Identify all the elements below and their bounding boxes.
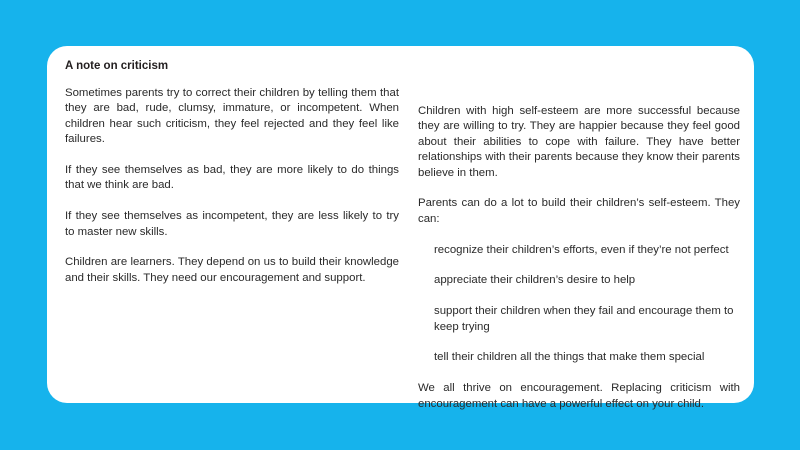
- list-item: tell their children all the things that make them special: [434, 351, 705, 364]
- self-esteem-list: [418, 243, 740, 366]
- left-paragraph-3: If they see themselves as incompetent, they are less likely to try to master new skills.: [65, 210, 399, 238]
- left-paragraph-1: Sometimes parents try to correct their children by telling them that they are bad, rude, clumsy, immature, or incompetent. When children hear such criticism, they feel rejected and they feel like failures.: [65, 87, 399, 146]
- list-item: appreciate their children’s desire to help: [434, 274, 636, 287]
- note-title: A note on criticism: [65, 60, 169, 72]
- left-paragraph-4: Children are learners. They depend on us to build their knowledge and their skills. They need our encouragement and support.: [65, 256, 399, 284]
- right-paragraph-2: Parents can do a lot to build their children’s self-esteem. They can:: [418, 197, 740, 225]
- right-column: [418, 104, 740, 427]
- note-card: [47, 46, 754, 410]
- right-paragraph-1: Children with high self-esteem are more successful because they are willing to try. They are happier because they feel good about their abilities to cope with failure. They have better relationships with their parents because they know their parents believe in them.: [418, 105, 740, 179]
- left-paragraph-2: If they see themselves as bad, they are more likely to do things that we think are bad.: [65, 164, 399, 192]
- left-column: [65, 86, 399, 302]
- list-item: recognize their children’s efforts, even if they’re not perfect: [434, 243, 729, 256]
- closing-paragraph: We all thrive on encouragement. Replacing criticism with encouragement can have a powerful effect on your child.: [418, 382, 740, 410]
- list-item: support their children when they fail and encourage them to keep trying: [434, 305, 734, 333]
